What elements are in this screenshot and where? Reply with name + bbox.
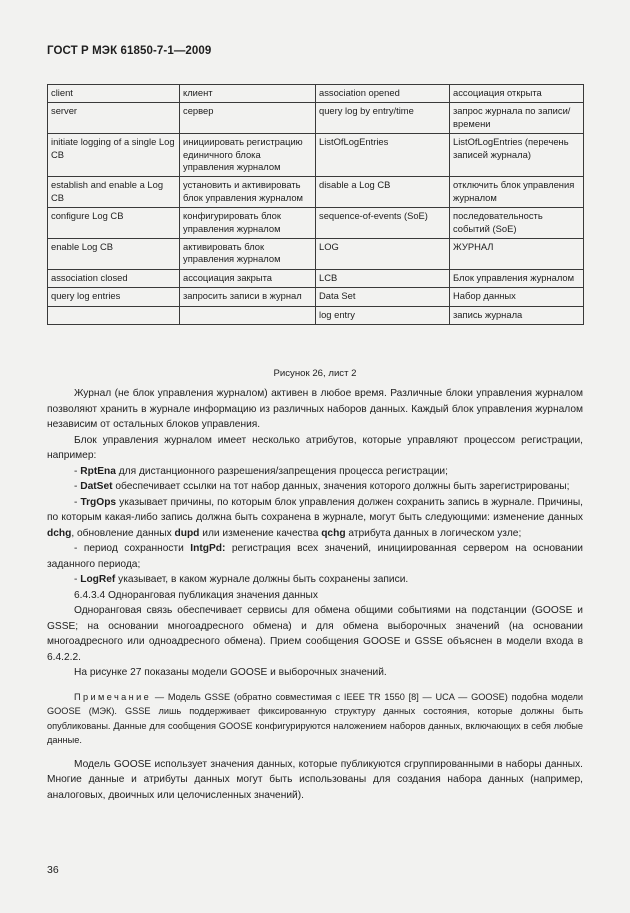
table-cell: Набор данных <box>450 288 584 306</box>
table-row <box>48 269 584 287</box>
list-item: - DatSet обеспечивает ссылки на тот набор данных, значения которого должны быть зарегистрированы; <box>74 481 570 492</box>
table-cell: ассоциация закрыта <box>180 269 316 287</box>
table-cell: ассоциация открыта <box>450 85 584 103</box>
table-cell: инициировать регистрацию единичного блока управления журналом <box>180 134 316 177</box>
table-cell: enable Log CB <box>48 239 180 270</box>
list-item: - LogRef указывает, в каком журнале должны быть сохранены записи. <box>74 574 409 585</box>
table-cell: активировать блок управления журналом <box>180 239 316 270</box>
table-cell: запрос журнала по записи/времени <box>450 103 584 134</box>
table-cell: отключить блок управления журналом <box>450 177 584 208</box>
table-cell: client <box>48 85 180 103</box>
table-row <box>48 103 584 134</box>
terms-table <box>47 84 584 325</box>
table-cell: association closed <box>48 269 180 287</box>
table-row <box>48 208 584 239</box>
table-cell: последовательность событий (SoE) <box>450 208 584 239</box>
table-cell: установить и активировать блок управления журналом <box>180 177 316 208</box>
figure-caption: Рисунок 26, лист 2 <box>273 368 357 379</box>
table-row <box>48 177 584 208</box>
table-cell: establish and enable a Log CB <box>48 177 180 208</box>
paragraph: Модель GOOSE использует значения данных, которые публикуются сгруппированными в наборы данных. Многие данные и атрибуты данных могут быть использованы для создания набора данных (например, аналоговых, двоичных или целочисленных значений). <box>47 758 583 801</box>
table-cell: ListOfLogEntries <box>316 134 450 177</box>
table-cell: association opened <box>316 85 450 103</box>
table-row <box>48 288 584 306</box>
paragraph: Блок управления журналом имеет несколько атрибутов, которые управляют процессом регистрации, например: <box>47 434 583 461</box>
table-cell: сервер <box>180 103 316 134</box>
body-text <box>47 386 583 803</box>
table-cell: log entry <box>316 306 450 324</box>
table-row <box>48 134 584 177</box>
table-cell: configure Log CB <box>48 208 180 239</box>
table-cell: disable a Log CB <box>316 177 450 208</box>
table-row <box>48 239 584 270</box>
list-item: - TrgOps указывает причины, по которым блок управления должен сохранить запись в журнале. Причины, по которым какая-либо запись должна быть сохранена в журнале, могут быть следующими: изменение данных dchg, обновление данных dupd или изменение качества qchg атрибута данных в логическом узле; <box>47 496 583 539</box>
terms-table-body <box>48 85 584 325</box>
table-cell: sequence-of-events (SoE) <box>316 208 450 239</box>
list-item: - RptEna для дистанционного разрешения/запрещения процесса регистрации; <box>74 465 448 477</box>
table-cell: Блок управления журналом <box>450 269 584 287</box>
table-cell: Data Set <box>316 288 450 306</box>
table-row <box>48 306 584 324</box>
paragraph: На рисунке 27 показаны модели GOOSE и выборочных значений. <box>74 667 387 678</box>
table-cell: ЖУРНАЛ <box>450 239 584 270</box>
table-row <box>48 85 584 103</box>
table-cell: ListOfLogEntries (перечень записей журнала) <box>450 134 584 177</box>
table-cell: LCB <box>316 269 450 287</box>
page-number: 36 <box>47 864 59 876</box>
paragraph: Одноранговая связь обеспечивает сервисы для обмена общими событиями на подстанции (GOOSE и GSSE; на основании многоадресного обмена) и для обмена выборочных значений (на основании многоадресного или одноадресного обмена). Прием сообщения GOOSE и GSSE объяснен в модели входа в 6.4.2.2. <box>47 605 583 663</box>
list-item: - период сохранности IntgPd: регистрация всех значений, инициированная сервером на основании заданного периода; <box>47 543 583 570</box>
table-cell: query log entries <box>48 288 180 306</box>
table-cell: server <box>48 103 180 134</box>
document-header: ГОСТ Р МЭК 61850-7-1—2009 <box>47 45 212 57</box>
table-cell: запись журнала <box>450 306 584 324</box>
table-cell: конфигурировать блок управления журналом <box>180 208 316 239</box>
table-cell: initiate logging of a single Log CB <box>48 134 180 177</box>
section-heading: 6.4.3.4 Одноранговая публикация значения данных <box>74 589 318 601</box>
table-cell <box>48 306 180 324</box>
table-cell: клиент <box>180 85 316 103</box>
paragraph: Журнал (не блок управления журналом) активен в любое время. Различные блоки управления журналом позволяют хранить в журнале информацию из различных наборов данных. Каждый блок управления журналом независим от остальных блоков управления. <box>47 388 583 430</box>
note: Примечание — Модель GSSE (обратно совместимая с IEEE TR 1550 [8] — UCA — GOOSE) подобна модели GOOSE (МЭК). GSSE лишь поддерживает фиксированную структуру данных состояния, которые должны быть опубликованы. Данные для сообщения GOOSE конфигурируются наложением наборов данных, включающих в себя любые данные. <box>47 691 583 745</box>
table-cell: запросить записи в журнал <box>180 288 316 306</box>
table-cell: LOG <box>316 239 450 270</box>
table-cell: query log by entry/time <box>316 103 450 134</box>
table-cell <box>180 306 316 324</box>
